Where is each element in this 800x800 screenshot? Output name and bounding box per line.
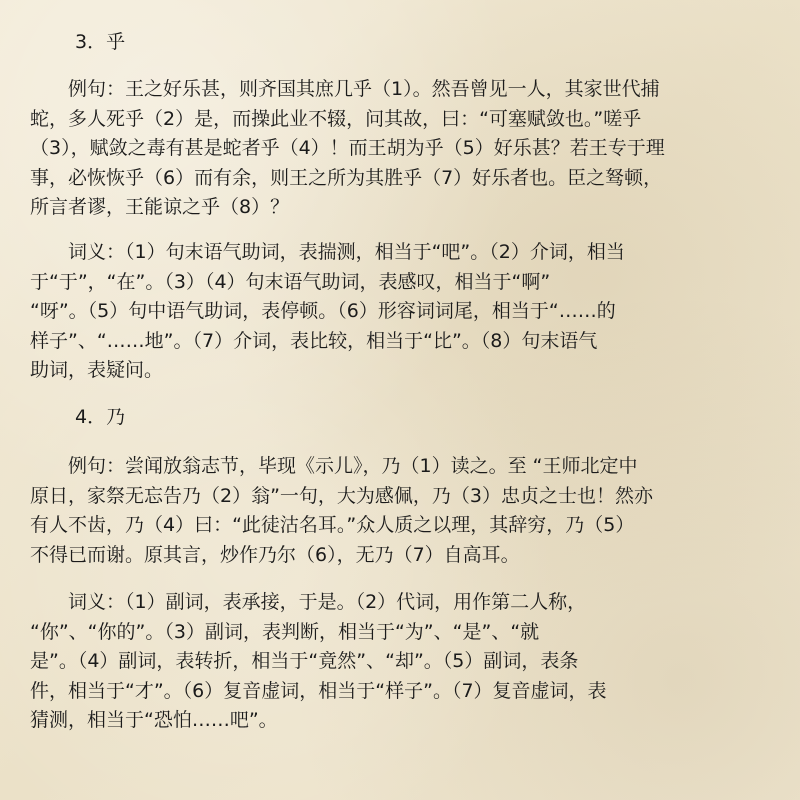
example-paragraph-nai [30, 452, 780, 570]
text-line: 于“于”，“在”。（3）（4）句末语气助词，表感叹，相当于“啊” [30, 270, 551, 293]
text-line: 蛇，多人死乎（2）是，而操此业不辍，问其故，曰：“可塞赋敛也。”嗟乎 [30, 107, 642, 130]
text-line: 有人不齿，乃（4）曰：“此徒沽名耳。”众人质之以理，其辞穷，乃（5） [30, 514, 635, 536]
text-line: 事，必恢恢乎（6）而有余，则王之所为其胜乎（7）好乐者也。臣之驽顿， [30, 166, 663, 189]
text-line: 例句：尝闻放翁志节，毕现《示儿》，乃（1）读之。至 “王师北定中 [30, 455, 638, 477]
text-line: 件，相当于“才”。（6）复音虚词，相当于“样子”。（7）复音虚词，表 [30, 679, 607, 702]
text-line: 是”。（4）副词，表转折，相当于“竟然”、“却”。（5）副词，表条 [30, 650, 579, 672]
text-line: （3），赋敛之毒有甚是蛇者乎（4）！而王胡为乎（5）好乐甚？若王专于理 [30, 137, 665, 159]
section-title-hu: 3．乎 [75, 31, 126, 53]
text-line: 原日，家祭无忘告乃（2）翁”一句，大为感佩，乃（3）忠贞之士也！然亦 [30, 484, 654, 507]
meaning-paragraph-nai [30, 588, 780, 736]
text-line: 例句：王之好乐甚，则齐国其庶几乎（1）。然吾曾见一人，其家世代捕 [30, 78, 660, 100]
text-line: “你”、“你的”。（3）副词，表判断，相当于“为”、“是”、“就 [30, 620, 540, 643]
section-title-nai: 4．乃 [75, 406, 126, 428]
text-line: 词义：（1）副词，表承接，于是。（2）代词，用作第二人称， [30, 591, 587, 613]
text-line: “呀”。（5）句中语气助词，表停顿。（6）形容词词尾，相当于“……的 [30, 300, 616, 322]
text-line: 样子”、“……地”。（7）介词，表比较，相当于“比”。（8）句末语气 [30, 329, 598, 352]
example-paragraph-hu [30, 75, 780, 223]
text-line: 所言者谬，王能谅之乎（8）？ [30, 196, 290, 218]
text-line: 助词，表疑问。 [30, 359, 164, 381]
text-line: 不得已而谢。原其言，炒作乃尔（6），无乃（7）自高耳。 [30, 543, 520, 566]
text-line: 词义：（1）句末语气助词，表揣测，相当于“吧”。（2）介词，相当 [30, 241, 625, 263]
meaning-paragraph-hu [30, 238, 780, 386]
text-line: 猜测，相当于“恐怕……吧”。 [30, 709, 278, 731]
